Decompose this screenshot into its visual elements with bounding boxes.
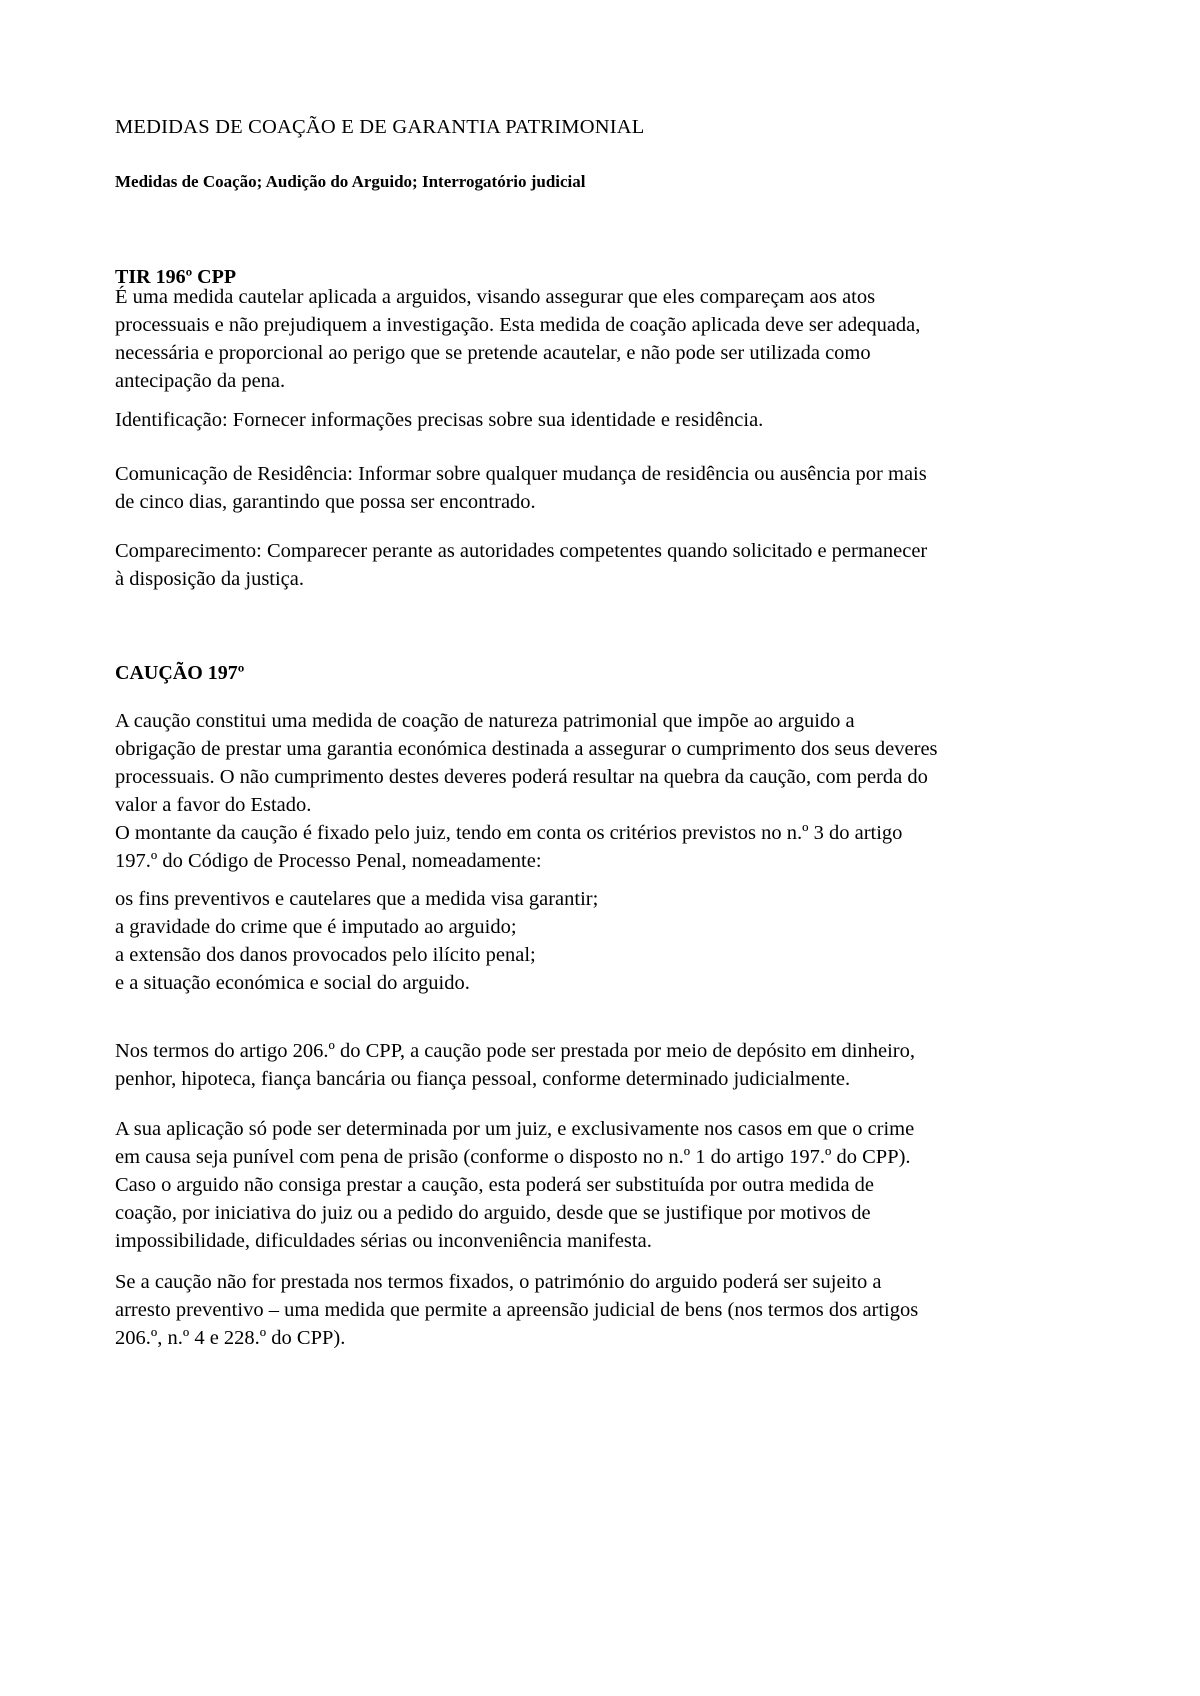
text-line: obrigação de prestar uma garantia económica destinada a assegurar o cumprimento dos seus deveres [115,738,938,760]
text-line: processuais. O não cumprimento destes deveres poderá resultar na quebra da caução, com perda do [115,766,928,788]
text-line: a gravidade do crime que é imputado ao arguido; [115,916,517,938]
caucao-criteria-list [115,885,598,997]
text-line: Comparecimento: Comparecer perante as autoridades competentes quando solicitado e permanecer [115,540,928,562]
caucao-heading: CAUÇÃO 197º [115,662,245,684]
text-line: em causa seja punível com pena de prisão (conforme o disposto no n.º 1 do artigo 197.º do CPP). [115,1146,911,1168]
text-line: penhor, hipoteca, fiança bancária ou fiança pessoal, conforme determinado judicialmente. [115,1068,851,1090]
text-line: valor a favor do Estado. [115,794,312,816]
text-line: de cinco dias, garantindo que possa ser encontrado. [115,491,536,513]
text-line: e a situação económica e social do arguido. [115,972,470,994]
tir-intro-paragraph [115,283,920,395]
text-line: arresto preventivo – uma medida que permite a apreensão judicial de bens (nos termos dos artigos [115,1299,919,1321]
text-line: processuais e não prejudiquem a investigação. Esta medida de coação aplicada deve ser adequada, [115,314,921,336]
text-line: antecipação da pena. [115,370,286,392]
text-line: a extensão dos danos provocados pelo ilícito penal; [115,944,536,966]
text-line: É uma medida cautelar aplicada a arguidos, visando assegurar que eles compareçam aos atos [115,286,876,308]
caucao-paragraph-1 [115,707,938,875]
text-line: impossibilidade, dificuldades sérias ou inconveniência manifesta. [115,1230,652,1252]
text-line: necessária e proporcional ao perigo que se pretende acautelar, e não pode ser utilizada como [115,342,871,364]
text-line: os fins preventivos e cautelares que a medida visa garantir; [115,888,599,910]
text-line: A caução constitui uma medida de coação de natureza patrimonial que impõe ao arguido a [115,710,855,732]
tir-heading: TIR 196º CPP [115,266,237,288]
document-subtitle: Medidas de Coação; Audição do Arguido; Interrogatório judicial [115,172,586,191]
text-line: Comunicação de Residência: Informar sobre qualquer mudança de residência ou ausência por mais [115,463,927,485]
tir-identificacao-paragraph [115,406,763,434]
caucao-paragraph-3 [115,1115,914,1255]
text-line: 197.º do Código de Processo Penal, nomeadamente: [115,850,542,872]
text-line: O montante da caução é fixado pelo juiz, tendo em conta os critérios previstos no n.º 3 do artigo [115,822,903,844]
text-line: Se a caução não for prestada nos termos fixados, o património do arguido poderá ser sujeito a [115,1271,882,1293]
text-line: Caso o arguido não consiga prestar a caução, esta poderá ser substituída por outra medida de [115,1174,875,1196]
text-line: à disposição da justiça. [115,568,305,590]
text-line: 206.º, n.º 4 e 228.º do CPP). [115,1327,346,1349]
caucao-paragraph-2 [115,1037,915,1093]
text-line: Nos termos do artigo 206.º do CPP, a caução pode ser prestada por meio de depósito em dinheiro, [115,1040,915,1062]
text-line: A sua aplicação só pode ser determinada por um juiz, e exclusivamente nos casos em que o crime [115,1118,915,1140]
text-line: Identificação: Fornecer informações precisas sobre sua identidade e residência. [115,409,764,431]
caucao-paragraph-4 [115,1268,918,1352]
tir-comparecimento-paragraph [115,537,927,593]
text-line: coação, por iniciativa do juiz ou a pedido do arguido, desde que se justifique por motivos de [115,1202,871,1224]
document-title: MEDIDAS DE COAÇÃO E DE GARANTIA PATRIMONIAL [115,116,645,138]
tir-comunicacao-paragraph [115,460,927,516]
